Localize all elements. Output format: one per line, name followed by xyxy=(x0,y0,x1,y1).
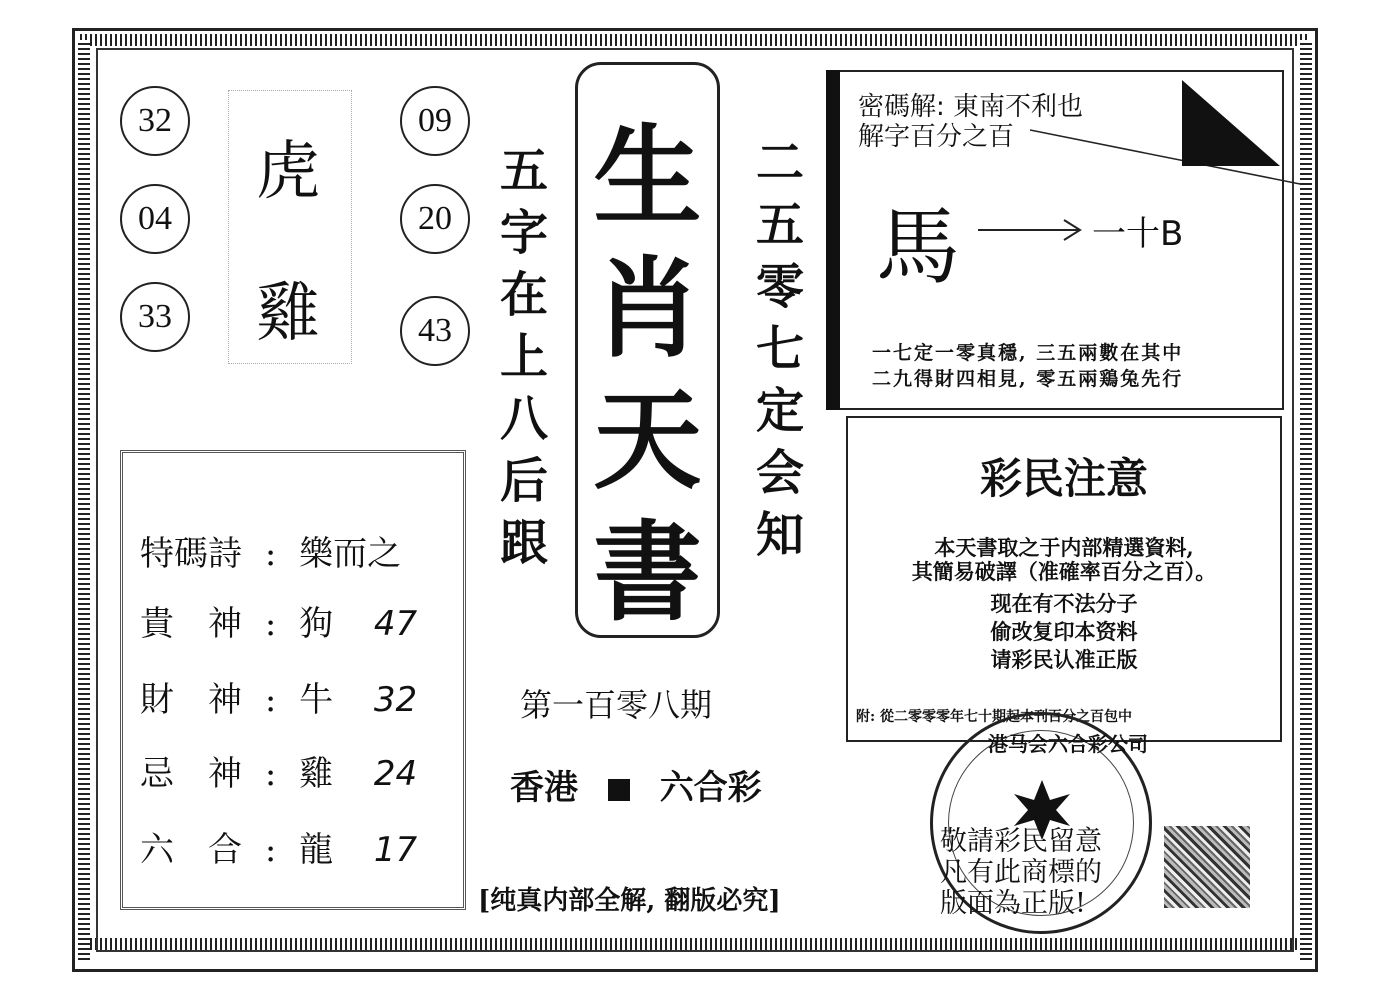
right-arrow-icon xyxy=(978,218,1088,242)
poem-value: 龍 xyxy=(299,830,334,870)
verse-line-1: 一七定一零真穩, 三五兩數在其中 xyxy=(872,342,1184,364)
number-circle: 20 xyxy=(400,184,470,254)
notice-line: 本天書取之于内部精選資料, xyxy=(934,535,1194,560)
poem-colon: : xyxy=(264,830,277,870)
slogan-char: 后 xyxy=(499,453,548,509)
slogan-char: 字 xyxy=(499,205,548,261)
poem-number: 17 xyxy=(373,830,418,870)
number-circle: 04 xyxy=(120,184,190,254)
stamp-note-line: 版面為正版! xyxy=(940,888,1086,919)
arrow-result: 一十B xyxy=(1092,214,1184,254)
number-circle: 33 xyxy=(120,282,190,352)
zodiac-rooster: 雞 xyxy=(256,277,320,351)
horse-char: 馬 xyxy=(876,198,961,296)
slogan-char: 七 xyxy=(755,321,804,377)
left-vertical-slogan xyxy=(494,140,554,574)
poem-label: 六 合 xyxy=(140,830,242,870)
notice-line: 偷改复印本资料 xyxy=(990,619,1138,644)
poem-value: 雞 xyxy=(299,754,334,794)
notice-line: 请彩民认准正版 xyxy=(990,647,1138,672)
poem-row xyxy=(140,596,417,645)
lottery-name xyxy=(510,760,762,809)
stamp-note-line: 凡有此商標的 xyxy=(940,857,1102,888)
poem-label: 貴 神 xyxy=(140,604,242,644)
slogan-char: 五 xyxy=(499,143,548,199)
cipher-line-2: 解字百分之百 xyxy=(858,122,1015,152)
border-pattern-left xyxy=(78,40,90,960)
triangle-pointer-icon xyxy=(1030,78,1300,188)
title-char: 書 xyxy=(593,510,702,636)
poem-row xyxy=(140,672,417,721)
zodiac-tiger: 虎 xyxy=(256,135,320,209)
poem-number: 32 xyxy=(373,680,418,720)
notice-title: 彩民注意 xyxy=(979,454,1148,503)
poem-value: 狗 xyxy=(299,604,334,644)
square-bullet-icon xyxy=(608,779,630,801)
poem-label: 特碼詩 xyxy=(140,534,242,574)
title-char: 生 xyxy=(593,114,702,240)
slogan-char: 在 xyxy=(499,267,548,323)
number-circle: 32 xyxy=(120,86,190,156)
title-char: 肖 xyxy=(593,246,702,372)
slogan-char: 跟 xyxy=(499,515,548,571)
poem-colon: : xyxy=(264,754,277,794)
slogan-char: 上 xyxy=(499,329,548,385)
trademark-logo xyxy=(1164,826,1250,908)
verse-line-2: 二九得財四相見, 零五兩鶏兔先行 xyxy=(872,368,1184,390)
slogan-char: 八 xyxy=(499,391,548,447)
slogan-char: 定 xyxy=(755,383,804,439)
slogan-char: 二 xyxy=(755,135,804,191)
stamp-note xyxy=(940,826,1160,919)
right-vertical-slogan xyxy=(750,132,810,566)
poem-row xyxy=(140,822,417,871)
poem-value: 樂而之 xyxy=(299,534,402,574)
number-circle: 09 xyxy=(400,86,470,156)
notice-footer: 附: 從二零零零年七十期起本刊百分之百包中 xyxy=(856,709,1133,725)
title-char: 天 xyxy=(593,378,702,504)
notice-line: 现在有不法分子 xyxy=(990,591,1138,616)
poem-label: 忌 神 xyxy=(140,754,242,794)
border-pattern-top xyxy=(80,34,1310,46)
poem-row xyxy=(140,746,417,795)
hk-prefix: 香港 xyxy=(510,768,578,808)
slogan-char: 知 xyxy=(755,507,804,563)
number-circle: 43 xyxy=(400,296,470,366)
poem-row xyxy=(140,526,401,575)
poem-number: 24 xyxy=(373,754,418,794)
hk-suffix: 六合彩 xyxy=(659,768,762,808)
poem-value: 牛 xyxy=(299,680,334,720)
poem-colon: : xyxy=(264,534,277,574)
slogan-char: 零 xyxy=(755,259,804,315)
stamp-text: 港马会六合彩公司 xyxy=(988,732,1148,756)
cipher-box-bar xyxy=(826,70,840,410)
stamp-note-line: 敬請彩民留意 xyxy=(940,826,1102,857)
slogan-char: 五 xyxy=(755,197,804,253)
poem-colon: : xyxy=(264,680,277,720)
slogan-char: 会 xyxy=(755,445,804,501)
cipher-line-1: 密碼解: 東南不利也 xyxy=(858,92,1084,122)
issue-number: 第一百零八期 xyxy=(520,686,713,724)
notice-line: 其簡易破譯（准確率百分之百）。 xyxy=(911,559,1217,584)
poem-number: 47 xyxy=(373,604,418,644)
bottom-banner: [纯真内部全解, 翻版必究] xyxy=(478,886,781,916)
poem-label: 財 神 xyxy=(140,680,242,720)
poem-colon: : xyxy=(264,604,277,644)
border-pattern-right xyxy=(1300,40,1312,960)
